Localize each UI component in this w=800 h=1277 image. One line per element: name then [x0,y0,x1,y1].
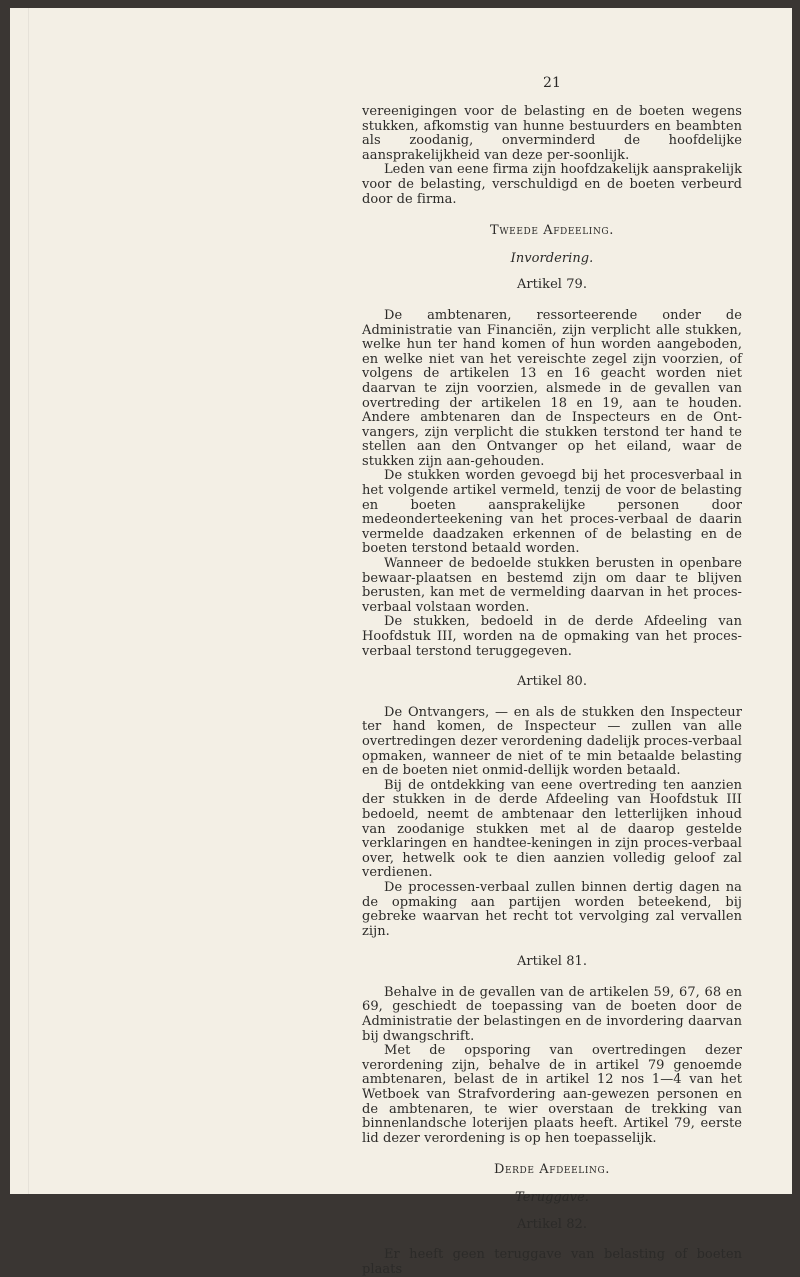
paragraph: Wanneer de bedoelde stukken berusten in openbare bewaar-plaatsen en bestemd zijn om daar te blijven berusten, kan met de vermelding daarvan in het proces-verbaal volstaan worden. [362,556,742,615]
paragraph: Er heeft geen teruggave van belasting of boeten plaats [362,1247,742,1277]
document-body [362,105,742,1277]
scanned-page [10,8,792,1277]
article-heading: Artikel 80. [516,674,588,690]
page-edge-shadow [28,8,29,1194]
paragraph: De processen-verbaal zullen binnen dertig dagen na de opmaking aan partijen worden beteekend, bij gebreke waarvan het recht tot vervolging zal vervallen zijn. [362,879,742,939]
section-heading: Tweede Afdeeling. [490,223,614,239]
article-heading: Artikel 81. [516,954,588,970]
page-number: 21 [543,75,561,91]
paragraph: vereenigingen voor de belasting en de boeten wegens stukken, afkomstig van hunne bestuurders en beambten als zoodanig, onverminderd de hoofdelijke aansprakelijkheid van deze per-soonlijk. [362,104,742,163]
article-heading: Artikel 79. [516,277,588,293]
paragraph: De Ontvangers, — en als de stukken den Inspecteur ter hand komen, de Inspecteur — zullen van alle overtredingen dezer verordening dadelijk proces-verbaal opmaken, wanneer de niet of te min betaalde belasting en de boeten niet onmid-dellijk worden betaald. [362,704,742,779]
paragraph: Leden van eene firma zijn hoofdzakelijk aansprakelijk voor de belasting, verschuldigd en de boeten verbeurd door de firma. [362,162,742,207]
section-subheading: Invordering. [510,250,594,266]
section-heading: Derde Afdeeling. [493,1162,610,1178]
paragraph: De stukken worden gevoegd bij het procesverbaal in het volgende artikel vermeld, tenzij de voor de belasting en boeten aansprakelijke personen door medeonderteekening van het proces-verbaal de daarin vermelde daadzaken erkennen of de belasting en de boeten terstond betaald worden. [362,468,742,557]
paragraph: Bij de ontdekking van eene overtreding ten aanzien der stukken in de derde Afdeeling van Hoofdstuk III bedoeld, neemt de ambtenaar den letterlijken inhoud van zoodanige stukken met al de daarop gestelde verklaringen en handtee-keningen in zijn proces-verbaal over, hetwelk ook te dien aanzien volledig geloof zal verdienen. [362,777,742,881]
paragraph: De stukken, bedoeld in de derde Afdeeling van Hoofdstuk III, worden na de opmaking van het proces-verbaal terstond teruggegeven. [362,614,742,659]
paragraph: Met de opsporing van overtredingen dezer verordening zijn, behalve de in artikel 79 genoemde ambtenaren, belast de in artikel 12 nos 1—4 van het Wetboek van Strafvordering aan-gewezen personen en de ambtenaren, te wier overstaan de trekking van binnenlandsche loterijen plaats heeft. Artikel 79, eerste lid dezer verordening is op hen toepasselijk. [362,1043,742,1146]
section-subheading: Teruggave. [514,1190,589,1205]
paragraph: Behalve in de gevallen van de artikelen 59, 67, 68 en 69, geschiedt de toepassing van de boeten door de Administratie der belastingen en de invordering daarvan bij dwangschrift. [362,984,742,1044]
article-heading: Artikel 82. [516,1216,588,1232]
paragraph: De ambtenaren, ressorteerende onder de Administratie van Financiën, zijn verplicht alle stukken, welke hun ter hand komen of hun worden aangeboden, en welke niet van het vereischte zegel zijn voorzien, of volgens de artikelen 13 en 16 geacht worden niet daarvan te zijn voorzien, alsmede in de gevallen van overtreding der artikelen 18 en 19, aan te houden. Andere ambtenaren dan de Inspecteurs en de Ont-vangers, zijn verplicht die stukken terstond ter hand te stellen aan den Ontvanger op het eiland, waar de stukken zijn aan-gehouden. [362,307,742,469]
